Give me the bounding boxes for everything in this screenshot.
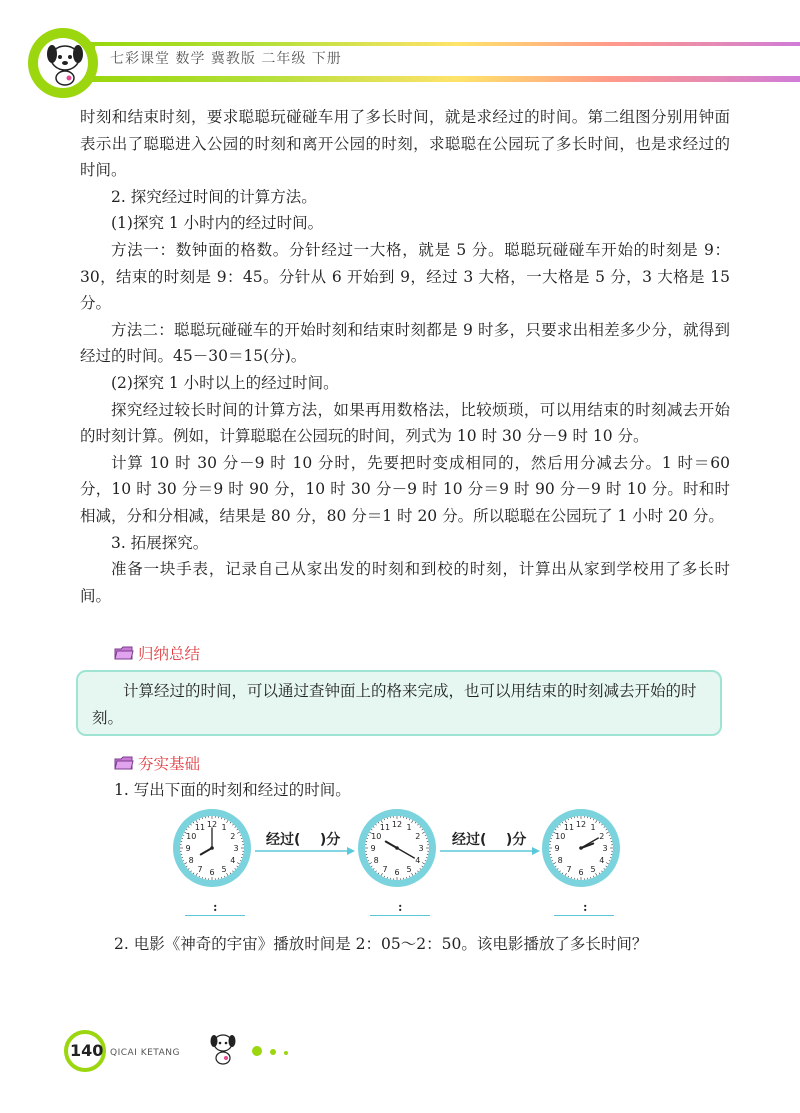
paragraph: 时刻和结束时刻，要求聪聪玩碰碰车用了多长时间，就是求经过的时间。第二组图分别用钟面表示出了聪聪进入公园的时刻和离开公园的时刻，求聪聪在公园玩了多长时间，也是求经过的时间。	[80, 108, 730, 180]
clock-number: 12	[575, 820, 587, 829]
clock-1	[172, 808, 252, 888]
paragraph: 3. 拓展探究。	[111, 533, 209, 552]
answer-colon: :	[583, 900, 588, 914]
clock-3	[541, 808, 621, 888]
clock-number: 3	[602, 844, 608, 853]
answer-blank-3[interactable]	[554, 915, 614, 916]
footer-brand: QICAI KETANG	[110, 1048, 180, 1058]
clock-number: 7	[382, 864, 388, 874]
paragraph: (2)探究 1 小时以上的经过时间。	[111, 373, 339, 392]
clock-number: 11	[379, 823, 391, 833]
clock-number: 11	[194, 823, 206, 833]
page-number: 140	[70, 1041, 104, 1060]
clock-number: 10	[186, 832, 197, 841]
practice-heading-label: 夯实基础	[138, 755, 201, 773]
clock-number: 3	[233, 844, 239, 853]
clock-number: 12	[391, 820, 403, 829]
answer-blank-2[interactable]	[370, 915, 430, 916]
clock-number: 4	[230, 856, 236, 865]
clock-number: 6	[578, 868, 584, 877]
clock-number: 6	[394, 868, 400, 877]
clock-number: 10	[371, 832, 382, 841]
practice-heading	[114, 752, 200, 774]
dog-mascot-icon	[208, 1030, 238, 1070]
elapsed-label-2: 经过( )分	[452, 832, 527, 848]
clock-number: 1	[406, 823, 412, 833]
arrow-right-icon	[440, 845, 542, 857]
summary-heading-label: 归纳总结	[138, 645, 201, 663]
arrow-right-icon	[255, 845, 357, 857]
folder-icon	[114, 755, 134, 771]
header-title: 七彩课堂 数学 冀教版 二年级 下册	[110, 51, 342, 67]
summary-heading	[114, 642, 200, 664]
decor-dot	[284, 1051, 288, 1055]
clock-number: 9	[554, 844, 560, 853]
elapsed-label-1: 经过( )分	[266, 832, 341, 848]
clock-number: 8	[373, 856, 379, 865]
decor-dot	[252, 1046, 262, 1056]
clock-number: 4	[415, 856, 421, 865]
paragraph: 计算 10 时 30 分－9 时 10 分时，先要把时变成相同的，然后用分减去分。1 时＝60 分，10 时 30 分＝9 时 90 分，10 时 30 分－9 时 10 分＝9 时 90 分－9 时 10 分。时和时相减，分和分相减，结果是 80 分，80 分＝1 时 20 分。所以聪聪在公园玩了 1 小时 20 分。	[80, 453, 730, 525]
clock-number: 5	[590, 864, 596, 874]
paragraph: (1)探究 1 小时内的经过时间。	[111, 214, 324, 233]
clock-number: 8	[188, 856, 194, 865]
clock-number: 12	[206, 820, 218, 829]
clock-number: 4	[599, 856, 605, 865]
clock-number: 2	[415, 832, 421, 841]
summary-box	[76, 670, 722, 736]
clock-number: 2	[230, 832, 236, 841]
clock-number: 3	[418, 844, 424, 853]
decor-dot	[270, 1049, 276, 1055]
folder-icon	[114, 645, 134, 661]
clock-number: 10	[555, 832, 566, 841]
clock-2	[357, 808, 437, 888]
answer-colon: :	[213, 900, 218, 914]
clock-number: 8	[557, 856, 563, 865]
summary-text: 计算经过的时间，可以通过查钟面上的格来完成，也可以用结束的时刻减去开始的时刻。	[92, 682, 697, 727]
paragraph: 探究经过较长时间的计算方法，如果再用数格法，比较烦琐，可以用结束的时刻减去开始的时刻计算。例如，计算聪聪在公园玩的时间，列式为 10 时 30 分－9 时 10 分。	[80, 400, 730, 446]
paragraph: 方法二：聪聪玩碰碰车的开始时刻和结束时刻都是 9 时多，只要求出相差多少分，就得到经过的时间。45－30＝15(分)。	[80, 320, 730, 366]
clock-number: 11	[563, 823, 575, 833]
answer-blank-1[interactable]	[185, 915, 245, 916]
clock-number: 1	[590, 823, 596, 833]
clock-number: 1	[221, 823, 227, 833]
question-2: 2. 电影《神奇的宇宙》播放时间是 2：05～2：50。该电影播放了多长时间？	[114, 935, 648, 953]
clock-number: 5	[406, 864, 412, 874]
dog-mascot-icon	[42, 36, 88, 86]
clock-number: 6	[209, 868, 215, 877]
paragraph: 准备一块手表，记录自己从家出发的时刻和到校的时刻，计算出从家到学校用了多长时间。	[80, 560, 730, 605]
clock-number: 2	[599, 832, 605, 841]
body-text	[80, 104, 730, 609]
clock-number: 7	[566, 864, 572, 874]
clock-number: 9	[185, 844, 191, 853]
answer-colon: :	[398, 900, 403, 914]
paragraph: 2. 探究经过时间的计算方法。	[111, 187, 317, 206]
clock-number: 7	[197, 864, 203, 874]
paragraph: 方法一：数钟面的格数。分针经过一大格，就是 5 分。聪聪玩碰碰车开始的时刻是 9：30，结束的时刻是 9：45。分针从 6 开始到 9，经过 3 大格，一大格是 5 分，3 大格是 15 分。	[80, 240, 730, 313]
clock-number: 9	[370, 844, 376, 853]
question-1: 1. 写出下面的时刻和经过的时间。	[114, 781, 351, 799]
clock-number: 5	[221, 864, 227, 874]
